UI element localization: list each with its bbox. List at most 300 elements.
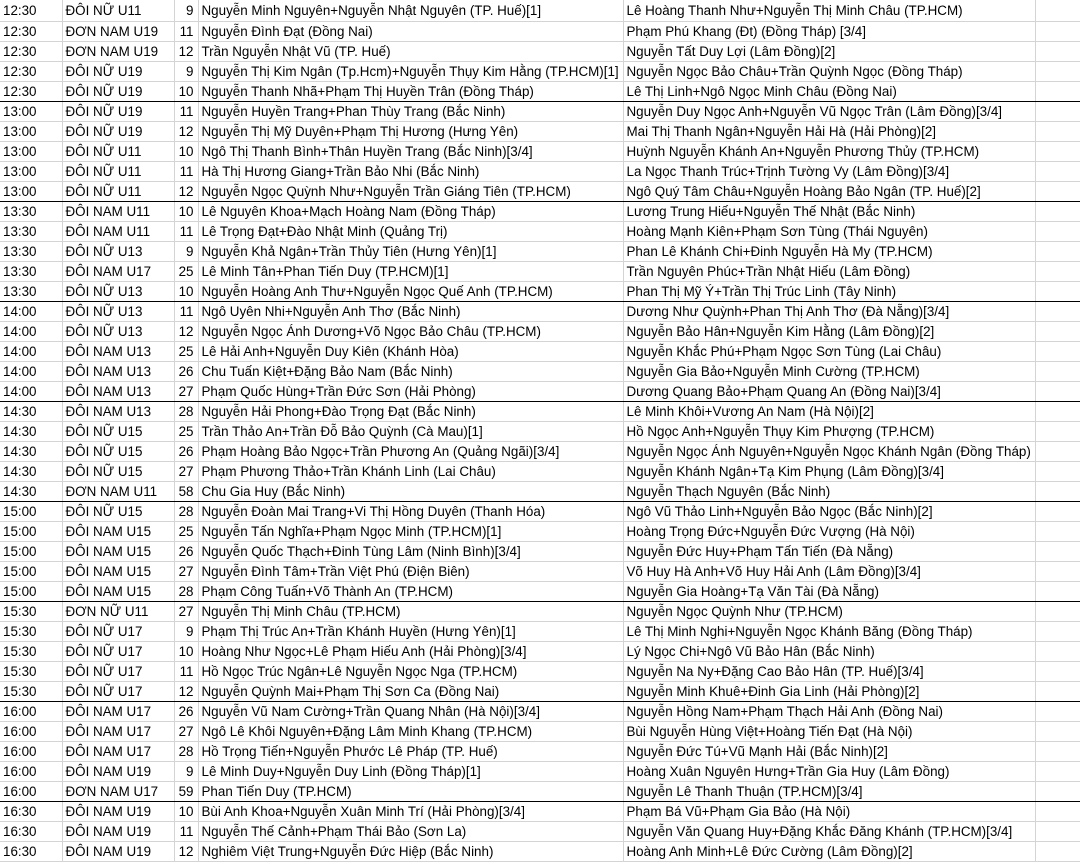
- empty-cell[interactable]: [1035, 361, 1080, 381]
- table-row: [0, 21, 1080, 41]
- empty-cell[interactable]: [1035, 541, 1080, 561]
- table-row: [0, 721, 1080, 741]
- table-row: [0, 521, 1080, 541]
- event-cell[interactable]: ĐÔI NAM U15: [62, 581, 174, 601]
- time-cell[interactable]: 15:00: [0, 521, 62, 541]
- table-number-cell[interactable]: 11: [174, 821, 198, 841]
- event-cell[interactable]: ĐÔI NỮ U17: [62, 681, 174, 701]
- table-row: [0, 481, 1080, 501]
- empty-cell[interactable]: [1035, 701, 1080, 721]
- empty-cell[interactable]: [1035, 741, 1080, 761]
- event-cell[interactable]: ĐÔI NỮ U15: [62, 441, 174, 461]
- empty-cell[interactable]: [1035, 161, 1080, 181]
- empty-cell[interactable]: [1035, 101, 1080, 121]
- table-number-cell[interactable]: 11: [174, 301, 198, 321]
- table-row: [0, 841, 1080, 861]
- empty-cell[interactable]: [1035, 21, 1080, 41]
- table-row: [0, 761, 1080, 781]
- player1-cell[interactable]: Nguyễn Hải Phong+Đào Trọng Đạt (Bắc Ninh): [198, 401, 623, 421]
- table-number-cell[interactable]: 11: [174, 221, 198, 241]
- event-cell[interactable]: ĐÔI NỮ U15: [62, 501, 174, 521]
- player1-cell[interactable]: Nguyễn Thị Kim Ngân (Tp.Hcm)+Nguyễn Thụy Kim Hằng (TP.HCM)[1]: [198, 61, 623, 81]
- player2-cell[interactable]: Lê Minh Khôi+Vương An Nam (Hà Nội)[2]: [623, 401, 1035, 421]
- player2-cell[interactable]: Nguyễn Lê Thanh Thuận (TP.HCM)[3/4]: [623, 781, 1035, 801]
- player1-cell[interactable]: Nguyễn Thị Mỹ Duyên+Phạm Thị Hương (Hưng Yên): [198, 121, 623, 141]
- event-cell[interactable]: ĐƠN NAM U17: [62, 781, 174, 801]
- table-number-cell[interactable]: 9: [174, 61, 198, 81]
- event-cell[interactable]: ĐÔI NỮ U17: [62, 621, 174, 641]
- event-cell[interactable]: ĐÔI NỮ U11: [62, 141, 174, 161]
- time-cell[interactable]: 15:30: [0, 661, 62, 681]
- empty-cell[interactable]: [1035, 581, 1080, 601]
- empty-cell[interactable]: [1035, 561, 1080, 581]
- event-cell[interactable]: ĐÔI NỮ U19: [62, 61, 174, 81]
- event-cell[interactable]: ĐÔI NAM U17: [62, 721, 174, 741]
- empty-cell[interactable]: [1035, 121, 1080, 141]
- event-cell[interactable]: ĐÔI NAM U15: [62, 541, 174, 561]
- player2-cell[interactable]: Nguyễn Minh Khuê+Đinh Gia Linh (Hải Phòng)[2]: [623, 681, 1035, 701]
- player2-cell[interactable]: Nguyễn Đức Tú+Vũ Mạnh Hải (Bắc Ninh)[2]: [623, 741, 1035, 761]
- event-cell[interactable]: ĐÔI NỮ U13: [62, 301, 174, 321]
- table-number-cell[interactable]: 9: [174, 761, 198, 781]
- table-number-cell[interactable]: 9: [174, 621, 198, 641]
- player2-cell[interactable]: Lương Trung Hiếu+Nguyễn Thế Nhật (Bắc Ninh): [623, 201, 1035, 221]
- empty-cell[interactable]: [1035, 321, 1080, 341]
- table-row: [0, 301, 1080, 321]
- time-cell[interactable]: 13:00: [0, 101, 62, 121]
- time-cell[interactable]: 14:00: [0, 341, 62, 361]
- player2-cell[interactable]: Lê Thị Minh Nghi+Nguyễn Ngọc Khánh Băng (Đồng Tháp): [623, 621, 1035, 641]
- player1-cell[interactable]: Bùi Anh Khoa+Nguyễn Xuân Minh Trí (Hải Phòng)[3/4]: [198, 801, 623, 821]
- player1-cell[interactable]: Phạm Quốc Hùng+Trần Đức Sơn (Hải Phòng): [198, 381, 623, 401]
- table-number-cell[interactable]: 28: [174, 501, 198, 521]
- player1-cell[interactable]: Hoàng Như Ngọc+Lê Phạm Hiếu Anh (Hải Phòng)[3/4]: [198, 641, 623, 661]
- player1-cell[interactable]: Nguyễn Đình Tâm+Trần Việt Phú (Điện Biên): [198, 561, 623, 581]
- time-cell[interactable]: 13:30: [0, 261, 62, 281]
- player2-cell[interactable]: Nguyễn Gia Hoàng+Tạ Văn Tài (Đà Nẵng): [623, 581, 1035, 601]
- empty-cell[interactable]: [1035, 401, 1080, 421]
- player2-cell[interactable]: Nguyễn Gia Bảo+Nguyễn Minh Cường (TP.HCM): [623, 361, 1035, 381]
- table-number-cell[interactable]: 10: [174, 81, 198, 101]
- player1-cell[interactable]: Nguyễn Vũ Nam Cường+Trần Quang Nhân (Hà Nội)[3/4]: [198, 701, 623, 721]
- empty-cell[interactable]: [1035, 521, 1080, 541]
- event-cell[interactable]: ĐÔI NAM U11: [62, 221, 174, 241]
- player1-cell[interactable]: Hồ Trọng Tiến+Nguyễn Phước Lê Pháp (TP. Huế): [198, 741, 623, 761]
- player1-cell[interactable]: Nguyễn Thị Minh Châu (TP.HCM): [198, 601, 623, 621]
- table-number-cell[interactable]: 11: [174, 21, 198, 41]
- time-cell[interactable]: 16:00: [0, 781, 62, 801]
- player2-cell[interactable]: Phan Lê Khánh Chi+Đinh Nguyễn Hà My (TP.HCM): [623, 241, 1035, 261]
- event-cell[interactable]: ĐÔI NỮ U15: [62, 461, 174, 481]
- event-cell[interactable]: ĐÔI NỮ U13: [62, 241, 174, 261]
- player2-cell[interactable]: Nguyễn Duy Ngọc Anh+Nguyễn Vũ Ngọc Trân (Lâm Đồng)[3/4]: [623, 101, 1035, 121]
- table-number-cell[interactable]: 27: [174, 601, 198, 621]
- player1-cell[interactable]: Chu Tuấn Kiệt+Đặng Bảo Nam (Bắc Ninh): [198, 361, 623, 381]
- event-cell[interactable]: ĐÔI NỮ U11: [62, 161, 174, 181]
- time-cell[interactable]: 12:30: [0, 61, 62, 81]
- table-number-cell[interactable]: 26: [174, 541, 198, 561]
- empty-cell[interactable]: [1035, 241, 1080, 261]
- time-cell[interactable]: 14:30: [0, 481, 62, 501]
- table-number-cell[interactable]: 10: [174, 281, 198, 301]
- player2-cell[interactable]: Nguyễn Khắc Phú+Phạm Ngọc Sơn Tùng (Lai Châu): [623, 341, 1035, 361]
- table-row: [0, 0, 1080, 21]
- time-cell[interactable]: 13:30: [0, 281, 62, 301]
- event-cell[interactable]: ĐÔI NAM U19: [62, 801, 174, 821]
- empty-cell[interactable]: [1035, 501, 1080, 521]
- player2-cell[interactable]: Nguyễn Tất Duy Lợi (Lâm Đồng)[2]: [623, 41, 1035, 61]
- time-cell[interactable]: 12:30: [0, 81, 62, 101]
- player2-cell[interactable]: La Ngọc Thanh Trúc+Trịnh Tường Vy (Lâm Đồng)[3/4]: [623, 161, 1035, 181]
- empty-cell[interactable]: [1035, 601, 1080, 621]
- table-row: [0, 661, 1080, 681]
- event-cell[interactable]: ĐÔI NAM U15: [62, 561, 174, 581]
- table-row: [0, 821, 1080, 841]
- player1-cell[interactable]: Nguyễn Minh Nguyên+Nguyễn Nhật Nguyên (TP. Huế)[1]: [198, 0, 623, 21]
- table-row: [0, 61, 1080, 81]
- empty-cell[interactable]: [1035, 661, 1080, 681]
- table-row: [0, 101, 1080, 121]
- table-number-cell[interactable]: 10: [174, 201, 198, 221]
- event-cell[interactable]: ĐÔI NỮ U17: [62, 641, 174, 661]
- table-row: [0, 41, 1080, 61]
- player2-cell[interactable]: Nguyễn Đức Huy+Phạm Tấn Tiến (Đà Nẵng): [623, 541, 1035, 561]
- table-row: [0, 501, 1080, 521]
- empty-cell[interactable]: [1035, 461, 1080, 481]
- event-cell[interactable]: ĐÔI NỮ U13: [62, 321, 174, 341]
- time-cell[interactable]: 12:30: [0, 21, 62, 41]
- time-cell[interactable]: 16:00: [0, 701, 62, 721]
- table-row: [0, 801, 1080, 821]
- empty-cell[interactable]: [1035, 141, 1080, 161]
- table-number-cell[interactable]: 27: [174, 561, 198, 581]
- empty-cell[interactable]: [1035, 761, 1080, 781]
- event-cell[interactable]: ĐÔI NAM U17: [62, 701, 174, 721]
- table-row: [0, 141, 1080, 161]
- table-number-cell[interactable]: 25: [174, 521, 198, 541]
- table-row: [0, 261, 1080, 281]
- empty-cell[interactable]: [1035, 841, 1080, 861]
- table-number-cell[interactable]: 27: [174, 721, 198, 741]
- time-cell[interactable]: 15:00: [0, 501, 62, 521]
- table-number-cell[interactable]: 26: [174, 701, 198, 721]
- player2-cell[interactable]: Nguyễn Hồng Nam+Phạm Thạch Hải Anh (Đồng Nai): [623, 701, 1035, 721]
- empty-cell[interactable]: [1035, 441, 1080, 461]
- table-number-cell[interactable]: 12: [174, 41, 198, 61]
- empty-cell[interactable]: [1035, 61, 1080, 81]
- table-number-cell[interactable]: 25: [174, 341, 198, 361]
- empty-cell[interactable]: [1035, 81, 1080, 101]
- player1-cell[interactable]: Ngô Uyên Nhi+Nguyễn Anh Thơ (Bắc Ninh): [198, 301, 623, 321]
- player1-cell[interactable]: Lê Trọng Đạt+Đào Nhật Minh (Quảng Trị): [198, 221, 623, 241]
- time-cell[interactable]: 14:30: [0, 461, 62, 481]
- player1-cell[interactable]: Phan Tiến Duy (TP.HCM): [198, 781, 623, 801]
- table-row: [0, 221, 1080, 241]
- event-cell[interactable]: ĐÔI NỮ U15: [62, 421, 174, 441]
- table-row: [0, 181, 1080, 201]
- table-row: [0, 381, 1080, 401]
- player2-cell[interactable]: Nguyễn Ngọc Bảo Châu+Trần Quỳnh Ngọc (Đồng Tháp): [623, 61, 1035, 81]
- player2-cell[interactable]: Lý Ngọc Chi+Ngô Vũ Bảo Hân (Bắc Ninh): [623, 641, 1035, 661]
- empty-cell[interactable]: [1035, 641, 1080, 661]
- table-number-cell[interactable]: 10: [174, 141, 198, 161]
- time-cell[interactable]: 16:30: [0, 821, 62, 841]
- time-cell[interactable]: 13:00: [0, 121, 62, 141]
- event-cell[interactable]: ĐÔI NỮ U17: [62, 661, 174, 681]
- event-cell[interactable]: ĐÔI NAM U17: [62, 741, 174, 761]
- table-number-cell[interactable]: 58: [174, 481, 198, 501]
- table-number-cell[interactable]: 12: [174, 121, 198, 141]
- player2-cell[interactable]: Nguyễn Thạch Nguyên (Bắc Ninh): [623, 481, 1035, 501]
- time-cell[interactable]: 13:30: [0, 201, 62, 221]
- time-cell[interactable]: 16:00: [0, 721, 62, 741]
- player1-cell[interactable]: Ngô Lê Khôi Nguyên+Đặng Lâm Minh Khang (TP.HCM): [198, 721, 623, 741]
- table-number-cell[interactable]: 12: [174, 681, 198, 701]
- event-cell[interactable]: ĐÔI NAM U11: [62, 201, 174, 221]
- player2-cell[interactable]: Nguyễn Bảo Hân+Nguyễn Kim Hằng (Lâm Đồng)[2]: [623, 321, 1035, 341]
- table-number-cell[interactable]: 59: [174, 781, 198, 801]
- empty-cell[interactable]: [1035, 41, 1080, 61]
- empty-cell[interactable]: [1035, 181, 1080, 201]
- table-number-cell[interactable]: 9: [174, 0, 198, 21]
- table-number-cell[interactable]: 11: [174, 161, 198, 181]
- time-cell[interactable]: 15:30: [0, 681, 62, 701]
- empty-cell[interactable]: [1035, 301, 1080, 321]
- player2-cell[interactable]: Hoàng Trọng Đức+Nguyễn Đức Vượng (Hà Nội): [623, 521, 1035, 541]
- player1-cell[interactable]: Trần Nguyễn Nhật Vũ (TP. Huế): [198, 41, 623, 61]
- empty-cell[interactable]: [1035, 341, 1080, 361]
- empty-cell[interactable]: [1035, 801, 1080, 821]
- table-number-cell[interactable]: 12: [174, 181, 198, 201]
- player1-cell[interactable]: Hồ Ngọc Trúc Ngân+Lê Nguyễn Ngọc Nga (TP.HCM): [198, 661, 623, 681]
- table-row: [0, 461, 1080, 481]
- player2-cell[interactable]: Dương Quang Bảo+Phạm Quang An (Đồng Nai)[3/4]: [623, 381, 1035, 401]
- event-cell[interactable]: ĐÔI NAM U13: [62, 361, 174, 381]
- table-number-cell[interactable]: 11: [174, 661, 198, 681]
- player1-cell[interactable]: Nguyễn Ngọc Ánh Dương+Võ Ngọc Bảo Châu (TP.HCM): [198, 321, 623, 341]
- time-cell[interactable]: 13:00: [0, 181, 62, 201]
- table-row: [0, 361, 1080, 381]
- event-cell[interactable]: ĐÔI NỮ U19: [62, 101, 174, 121]
- event-cell[interactable]: ĐÔI NỮ U13: [62, 281, 174, 301]
- table-number-cell[interactable]: 11: [174, 101, 198, 121]
- table-row: [0, 201, 1080, 221]
- player2-cell[interactable]: Võ Huy Hà Anh+Võ Huy Hải Anh (Lâm Đồng)[3/4]: [623, 561, 1035, 581]
- event-cell[interactable]: ĐÔI NAM U17: [62, 261, 174, 281]
- player2-cell[interactable]: Ngô Vũ Thảo Linh+Nguyễn Bảo Ngọc (Bắc Ninh)[2]: [623, 501, 1035, 521]
- player1-cell[interactable]: Nguyễn Ngọc Quỳnh Như+Nguyễn Trần Giáng Tiên (TP.HCM): [198, 181, 623, 201]
- time-cell[interactable]: 16:00: [0, 761, 62, 781]
- player2-cell[interactable]: Lê Hoàng Thanh Như+Nguyễn Thị Minh Châu (TP.HCM): [623, 0, 1035, 21]
- empty-cell[interactable]: [1035, 821, 1080, 841]
- player1-cell[interactable]: Phạm Hoàng Bảo Ngọc+Trần Phương An (Quảng Ngãi)[3/4]: [198, 441, 623, 461]
- empty-cell[interactable]: [1035, 421, 1080, 441]
- player1-cell[interactable]: Nguyễn Hoàng Anh Thư+Nguyễn Ngọc Quế Anh (TP.HCM): [198, 281, 623, 301]
- player2-cell[interactable]: Hoàng Mạnh Kiên+Phạm Sơn Tùng (Thái Nguyên): [623, 221, 1035, 241]
- player1-cell[interactable]: Phạm Phương Thảo+Trần Khánh Linh (Lai Châu): [198, 461, 623, 481]
- player2-cell[interactable]: Nguyễn Ngọc Quỳnh Như (TP.HCM): [623, 601, 1035, 621]
- empty-cell[interactable]: [1035, 481, 1080, 501]
- time-cell[interactable]: 14:00: [0, 301, 62, 321]
- time-cell[interactable]: 15:00: [0, 541, 62, 561]
- time-cell[interactable]: 15:00: [0, 581, 62, 601]
- player1-cell[interactable]: Chu Gia Huy (Bắc Ninh): [198, 481, 623, 501]
- table-number-cell[interactable]: 25: [174, 421, 198, 441]
- time-cell[interactable]: 13:00: [0, 141, 62, 161]
- table-row: [0, 321, 1080, 341]
- table-number-cell[interactable]: 10: [174, 801, 198, 821]
- player1-cell[interactable]: Nguyễn Khả Ngân+Trần Thủy Tiên (Hưng Yên)[1]: [198, 241, 623, 261]
- table-row: [0, 641, 1080, 661]
- time-cell[interactable]: 13:30: [0, 221, 62, 241]
- time-cell[interactable]: 14:30: [0, 441, 62, 461]
- table-row: [0, 681, 1080, 701]
- player2-cell[interactable]: Phạm Bá Vũ+Phạm Gia Bảo (Hà Nội): [623, 801, 1035, 821]
- player1-cell[interactable]: Phạm Thị Trúc An+Trần Khánh Huyền (Hưng Yên)[1]: [198, 621, 623, 641]
- player2-cell[interactable]: Bùi Nguyễn Hùng Việt+Hoàng Tiến Đạt (Hà Nội): [623, 721, 1035, 741]
- table-number-cell[interactable]: 28: [174, 401, 198, 421]
- table-number-cell[interactable]: 12: [174, 841, 198, 861]
- table-row: [0, 601, 1080, 621]
- event-cell[interactable]: ĐÔI NAM U13: [62, 341, 174, 361]
- empty-cell[interactable]: [1035, 221, 1080, 241]
- table-row: [0, 741, 1080, 761]
- time-cell[interactable]: 12:30: [0, 0, 62, 21]
- table-row: [0, 81, 1080, 101]
- player1-cell[interactable]: Nguyễn Đoàn Mai Trang+Vi Thị Hồng Duyên (Thanh Hóa): [198, 501, 623, 521]
- empty-cell[interactable]: [1035, 261, 1080, 281]
- event-cell[interactable]: ĐÔI NỮ U19: [62, 121, 174, 141]
- player1-cell[interactable]: Phạm Công Tuấn+Võ Thành An (TP.HCM): [198, 581, 623, 601]
- table-number-cell[interactable]: 12: [174, 321, 198, 341]
- table-row: [0, 621, 1080, 641]
- empty-cell[interactable]: [1035, 0, 1080, 21]
- time-cell[interactable]: 16:00: [0, 741, 62, 761]
- player2-cell[interactable]: Hoàng Xuân Nguyên Hưng+Trần Gia Huy (Lâm Đồng): [623, 761, 1035, 781]
- event-cell[interactable]: ĐÔI NỮ U11: [62, 181, 174, 201]
- player1-cell[interactable]: Nguyễn Thanh Nhã+Phạm Thị Huyền Trân (Đồng Tháp): [198, 81, 623, 101]
- player1-cell[interactable]: Nguyễn Tấn Nghĩa+Phạm Ngọc Minh (TP.HCM)[1]: [198, 521, 623, 541]
- empty-cell[interactable]: [1035, 201, 1080, 221]
- table-number-cell[interactable]: 27: [174, 381, 198, 401]
- player1-cell[interactable]: Trần Thảo An+Trần Đỗ Bảo Quỳnh (Cà Mau)[1]: [198, 421, 623, 441]
- time-cell[interactable]: 14:00: [0, 321, 62, 341]
- player2-cell[interactable]: Nguyễn Na Ny+Đặng Cao Bảo Hân (TP. Huế)[3/4]: [623, 661, 1035, 681]
- player2-cell[interactable]: Ngô Quý Tâm Châu+Nguyễn Hoàng Bảo Ngân (TP. Huế)[2]: [623, 181, 1035, 201]
- time-cell[interactable]: 14:00: [0, 361, 62, 381]
- player2-cell[interactable]: Huỳnh Nguyễn Khánh An+Nguyễn Phương Thủy (TP.HCM): [623, 141, 1035, 161]
- player2-cell[interactable]: Dương Như Quỳnh+Phan Thị Anh Thơ (Đà Nẵng)[3/4]: [623, 301, 1035, 321]
- table-number-cell[interactable]: 10: [174, 641, 198, 661]
- player1-cell[interactable]: Nguyễn Quỳnh Mai+Phạm Thị Sơn Ca (Đồng Nai): [198, 681, 623, 701]
- player1-cell[interactable]: Nguyễn Huyền Trang+Phan Thùy Trang (Bắc Ninh): [198, 101, 623, 121]
- player2-cell[interactable]: Nguyễn Khánh Ngân+Tạ Kim Phụng (Lâm Đồng)[3/4]: [623, 461, 1035, 481]
- player2-cell[interactable]: Nguyễn Văn Quang Huy+Đặng Khắc Đăng Khánh (TP.HCM)[3/4]: [623, 821, 1035, 841]
- player1-cell[interactable]: Hà Thị Hương Giang+Trần Bảo Nhi (Bắc Ninh): [198, 161, 623, 181]
- table-row: [0, 561, 1080, 581]
- table-row: [0, 281, 1080, 301]
- table-row: [0, 241, 1080, 261]
- table-row: [0, 161, 1080, 181]
- player1-cell[interactable]: Lê Minh Duy+Nguyễn Duy Linh (Đồng Tháp)[1]: [198, 761, 623, 781]
- table-number-cell[interactable]: 9: [174, 241, 198, 261]
- time-cell[interactable]: 16:30: [0, 801, 62, 821]
- time-cell[interactable]: 13:30: [0, 241, 62, 261]
- table-row: [0, 701, 1080, 721]
- table-number-cell[interactable]: 28: [174, 741, 198, 761]
- event-cell[interactable]: ĐƠN NAM U19: [62, 41, 174, 61]
- table-row: [0, 441, 1080, 461]
- event-cell[interactable]: ĐÔI NỮ U11: [62, 0, 174, 21]
- player2-cell[interactable]: Hồ Ngọc Anh+Nguyễn Thụy Kim Phượng (TP.HCM): [623, 421, 1035, 441]
- time-cell[interactable]: 15:00: [0, 561, 62, 581]
- event-cell[interactable]: ĐƠN NAM U11: [62, 481, 174, 501]
- empty-cell[interactable]: [1035, 681, 1080, 701]
- player2-cell[interactable]: Phan Thị Mỹ Ý+Trần Thị Trúc Linh (Tây Ninh): [623, 281, 1035, 301]
- time-cell[interactable]: 14:30: [0, 401, 62, 421]
- player2-cell[interactable]: Nguyễn Ngọc Ánh Nguyên+Nguyễn Ngọc Khánh Ngân (Đồng Tháp): [623, 441, 1035, 461]
- table-row: [0, 401, 1080, 421]
- player1-cell[interactable]: Lê Hải Anh+Nguyễn Duy Kiên (Khánh Hòa): [198, 341, 623, 361]
- table-number-cell[interactable]: 27: [174, 461, 198, 481]
- empty-cell[interactable]: [1035, 781, 1080, 801]
- player1-cell[interactable]: Nguyễn Thế Cảnh+Phạm Thái Bảo (Sơn La): [198, 821, 623, 841]
- time-cell[interactable]: 15:30: [0, 621, 62, 641]
- event-cell[interactable]: ĐƠN NỮ U11: [62, 601, 174, 621]
- time-cell[interactable]: 15:30: [0, 641, 62, 661]
- player1-cell[interactable]: Nguyễn Đình Đạt (Đồng Nai): [198, 21, 623, 41]
- table-row: [0, 581, 1080, 601]
- empty-cell[interactable]: [1035, 621, 1080, 641]
- player1-cell[interactable]: Nghiêm Việt Trung+Nguyễn Đức Hiệp (Bắc Ninh): [198, 841, 623, 861]
- event-cell[interactable]: ĐÔI NAM U19: [62, 821, 174, 841]
- player2-cell[interactable]: Lê Thị Linh+Ngô Ngọc Minh Châu (Đồng Nai): [623, 81, 1035, 101]
- empty-cell[interactable]: [1035, 381, 1080, 401]
- event-cell[interactable]: ĐÔI NAM U19: [62, 841, 174, 861]
- player1-cell[interactable]: Nguyễn Quốc Thạch+Đinh Tùng Lâm (Ninh Bình)[3/4]: [198, 541, 623, 561]
- table-row: [0, 341, 1080, 361]
- table-row: [0, 421, 1080, 441]
- event-cell[interactable]: ĐƠN NAM U19: [62, 21, 174, 41]
- player1-cell[interactable]: Ngô Thị Thanh Bình+Thân Huyền Trang (Bắc Ninh)[3/4]: [198, 141, 623, 161]
- table-number-cell[interactable]: 28: [174, 581, 198, 601]
- player2-cell[interactable]: Mai Thị Thanh Ngân+Nguyễn Hải Hà (Hải Phòng)[2]: [623, 121, 1035, 141]
- time-cell[interactable]: 13:00: [0, 161, 62, 181]
- table-number-cell[interactable]: 26: [174, 441, 198, 461]
- time-cell[interactable]: 12:30: [0, 41, 62, 61]
- player1-cell[interactable]: Lê Nguyên Khoa+Mạch Hoàng Nam (Đồng Tháp): [198, 201, 623, 221]
- time-cell[interactable]: 16:30: [0, 841, 62, 861]
- player2-cell[interactable]: Trần Nguyên Phúc+Trần Nhật Hiếu (Lâm Đồng): [623, 261, 1035, 281]
- table-number-cell[interactable]: 25: [174, 261, 198, 281]
- event-cell[interactable]: ĐÔI NỮ U19: [62, 81, 174, 101]
- empty-cell[interactable]: [1035, 721, 1080, 741]
- player1-cell[interactable]: Lê Minh Tân+Phan Tiến Duy (TP.HCM)[1]: [198, 261, 623, 281]
- time-cell[interactable]: 14:00: [0, 381, 62, 401]
- event-cell[interactable]: ĐÔI NAM U19: [62, 761, 174, 781]
- table-row: [0, 541, 1080, 561]
- event-cell[interactable]: ĐÔI NAM U13: [62, 381, 174, 401]
- empty-cell[interactable]: [1035, 281, 1080, 301]
- table-row: [0, 781, 1080, 801]
- player2-cell[interactable]: Phạm Phú Khang (Đt) (Đồng Tháp) [3/4]: [623, 21, 1035, 41]
- table-number-cell[interactable]: 26: [174, 361, 198, 381]
- time-cell[interactable]: 14:30: [0, 421, 62, 441]
- time-cell[interactable]: 15:30: [0, 601, 62, 621]
- player2-cell[interactable]: Hoàng Anh Minh+Lê Đức Cường (Lâm Đồng)[2]: [623, 841, 1035, 861]
- event-cell[interactable]: ĐÔI NAM U13: [62, 401, 174, 421]
- event-cell[interactable]: ĐÔI NAM U15: [62, 521, 174, 541]
